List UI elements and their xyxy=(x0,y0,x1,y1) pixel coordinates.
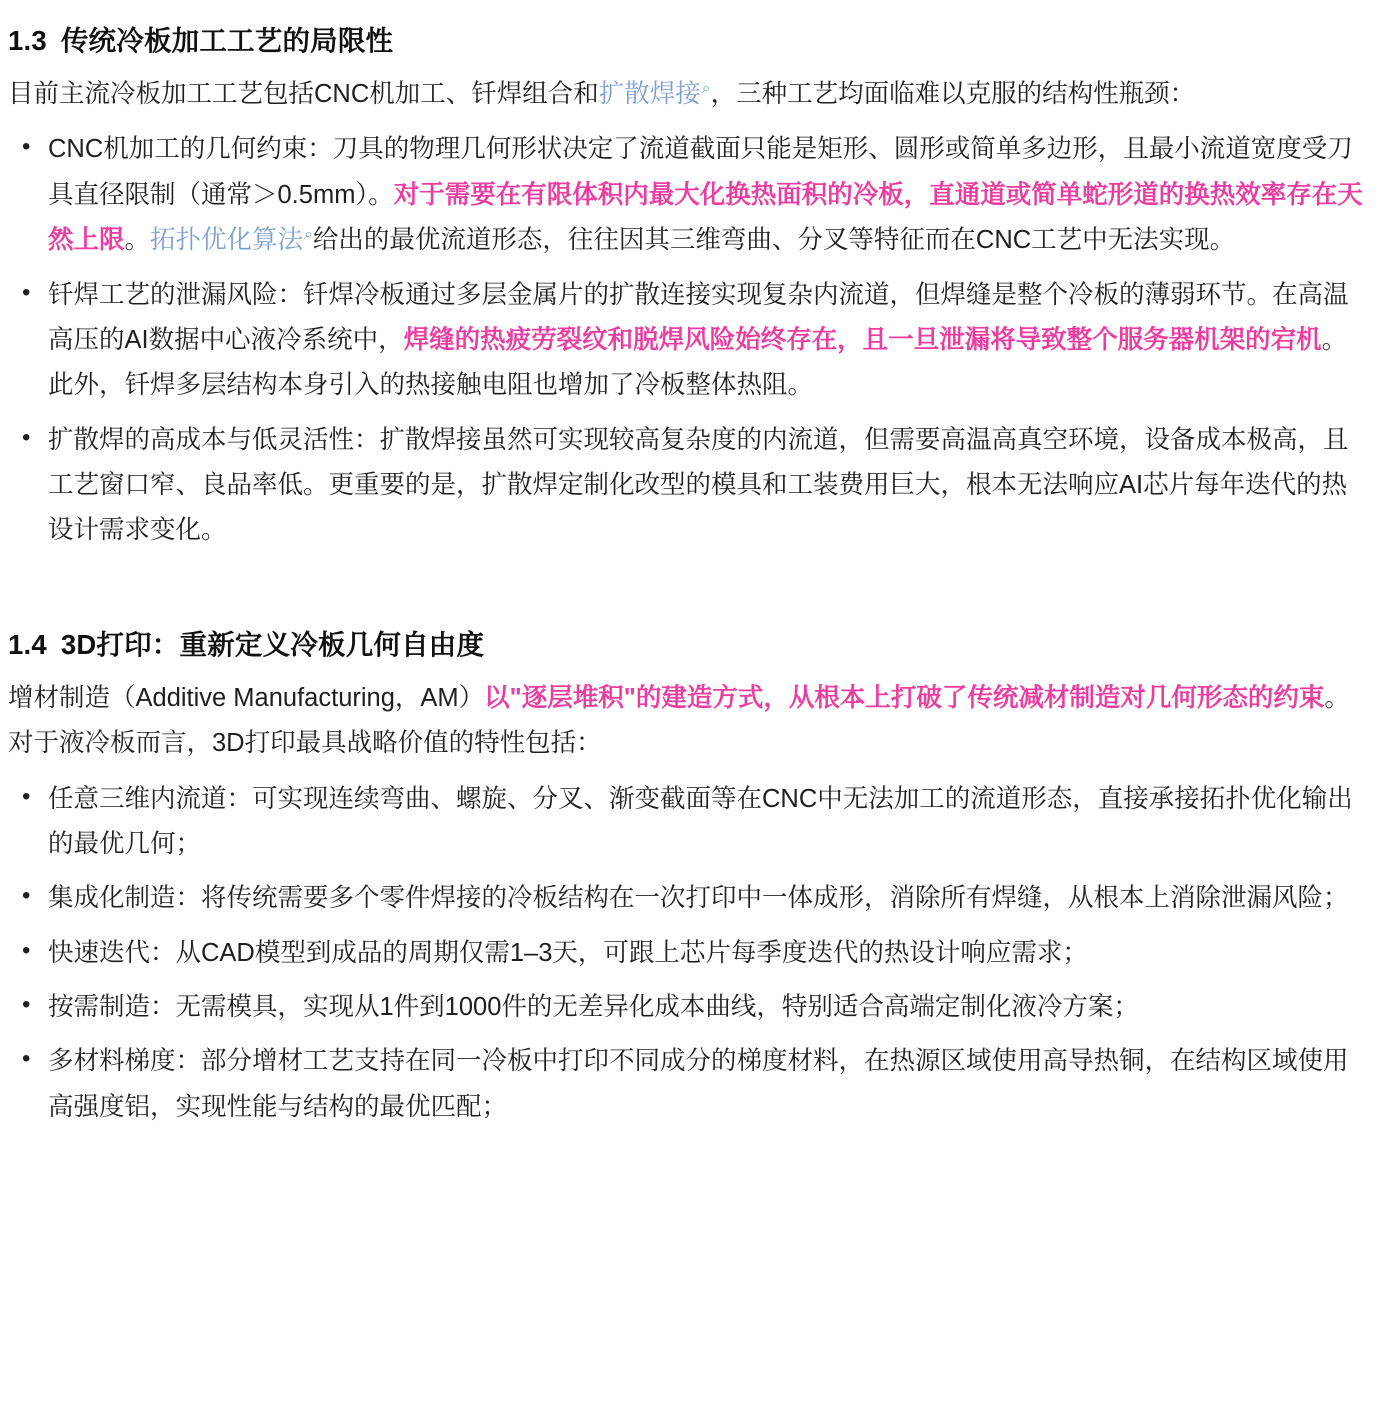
bullet-text: 任意三维内流道：可实现连续弯曲、螺旋、分叉、渐变截面等在CNC中无法加工的流道形态，直接承接拓扑优化输出的最优几何； xyxy=(48,784,1353,858)
section-1-3-intro-paragraph xyxy=(8,72,1364,117)
intro-highlight: 以"逐层堆积"的建造方式，从根本上打破了传统减材制造对几何形态的约束 xyxy=(484,683,1325,712)
bullet-text-part-3: 给出的最优流道形态，往往因其三维弯曲、分叉等特征而在CNC工艺中无法实现。 xyxy=(312,226,1236,255)
link-label: 拓扑优化算法 xyxy=(150,226,304,255)
bullet-text: 多材料梯度：部分增材工艺支持在同一冷板中打印不同成分的梯度材料，在热源区域使用高导热铜，在结构区域使用高强度铝，实现性能与结构的最优匹配； xyxy=(48,1047,1349,1121)
bullet-text: 快速迭代：从CAD模型到成品的周期仅需1–3天，可跟上芯片每季度迭代的热设计响应需求； xyxy=(48,938,1088,967)
intro-text-part-1: 增材制造（Additive Manufacturing，AM） xyxy=(8,683,485,712)
bullet-text: 按需制造：无需模具，实现从1件到1000件的无差异化成本曲线，特别适合高端定制化液冷方案； xyxy=(48,993,1139,1021)
section-heading-1-3 xyxy=(8,18,1364,58)
bullet-text-part-2: 。 xyxy=(124,226,151,255)
bullet-highlight-1: 焊缝的热疲劳裂纹和脱焊风险始终存在，且一旦泄漏将导致整个服务器机架的宕机 xyxy=(403,325,1322,354)
list-item xyxy=(8,931,1364,976)
list-item xyxy=(8,985,1364,1030)
section-number: 1.4 xyxy=(8,628,47,660)
search-icon[interactable]: ⌕ xyxy=(304,225,313,243)
section-gap xyxy=(8,572,1364,612)
bullet-text-part-1: 钎焊工艺的泄漏风险：钎焊冷板通过多层金属片的扩散连接实现复杂内流道，但焊缝是整个冷板的薄弱环节。在高温高压的AI数据中心液冷系统中， xyxy=(48,280,1349,354)
bullet-highlight-1: 对于需要在有限体积内最大化换热面积的冷板，直通道或简单蛇形道的换热效率存在天然上限 xyxy=(48,180,1363,255)
section-heading-1-4 xyxy=(8,622,1364,662)
link-label: 扩散焊接 xyxy=(598,80,701,108)
topology-optimization-link[interactable] xyxy=(150,226,313,254)
section-title: 3D打印：重新定义冷板几何自由度 xyxy=(60,628,485,660)
section-1-4-intro-paragraph xyxy=(8,676,1364,767)
list-item xyxy=(8,777,1364,868)
bullet-text: 集成化制造：将传统需要多个零件焊接的冷板结构在一次打印中一体成形，消除所有焊缝，从根本上消除泄漏风险； xyxy=(48,884,1349,913)
diffusion-welding-link[interactable] xyxy=(599,80,711,108)
intro-text-part-2: 。对于液冷板而言，3D打印最具战略价值的特性包括： xyxy=(8,683,1350,758)
section-1-3-bullet-list xyxy=(8,127,1364,553)
section-1-4-bullet-list xyxy=(8,777,1364,1131)
list-item xyxy=(8,127,1364,263)
search-icon[interactable]: ⌕ xyxy=(701,79,711,97)
bullet-text-part-1: CNC机加工的几何约束：刀具的物理几何形状决定了流道截面只能是矩形、圆形或简单多边形，且最小流道宽度受刀具直径限制（通常＞0.5mm）。 xyxy=(48,135,1353,209)
list-item xyxy=(8,418,1364,554)
section-number: 1.3 xyxy=(8,25,47,56)
bullet-text-part-2: 。此外，钎焊多层结构本身引入的热接触电阻也增加了冷板整体热阻。 xyxy=(48,325,1348,400)
list-item xyxy=(8,876,1364,921)
intro-text-part-2: ，三种工艺均面临难以克服的结构性瓶颈： xyxy=(710,80,1196,108)
intro-text-part-1: 目前主流冷板加工工艺包括CNC机加工、钎焊组合和 xyxy=(8,80,599,108)
section-title: 传统冷板加工工艺的局限性 xyxy=(60,25,394,56)
list-item xyxy=(8,1039,1364,1130)
list-item xyxy=(8,273,1364,409)
bullet-text-part-1: 扩散焊的高成本与低灵活性：扩散焊接虽然可实现较高复杂度的内流道，但需要高温高真空环境，设备成本极高，且工艺窗口窄、良品率低。更重要的是，扩散焊定制化改型的模具和工装费用巨大，根本无法响应AI芯片每年迭代的热设计需求变化。 xyxy=(48,425,1349,545)
